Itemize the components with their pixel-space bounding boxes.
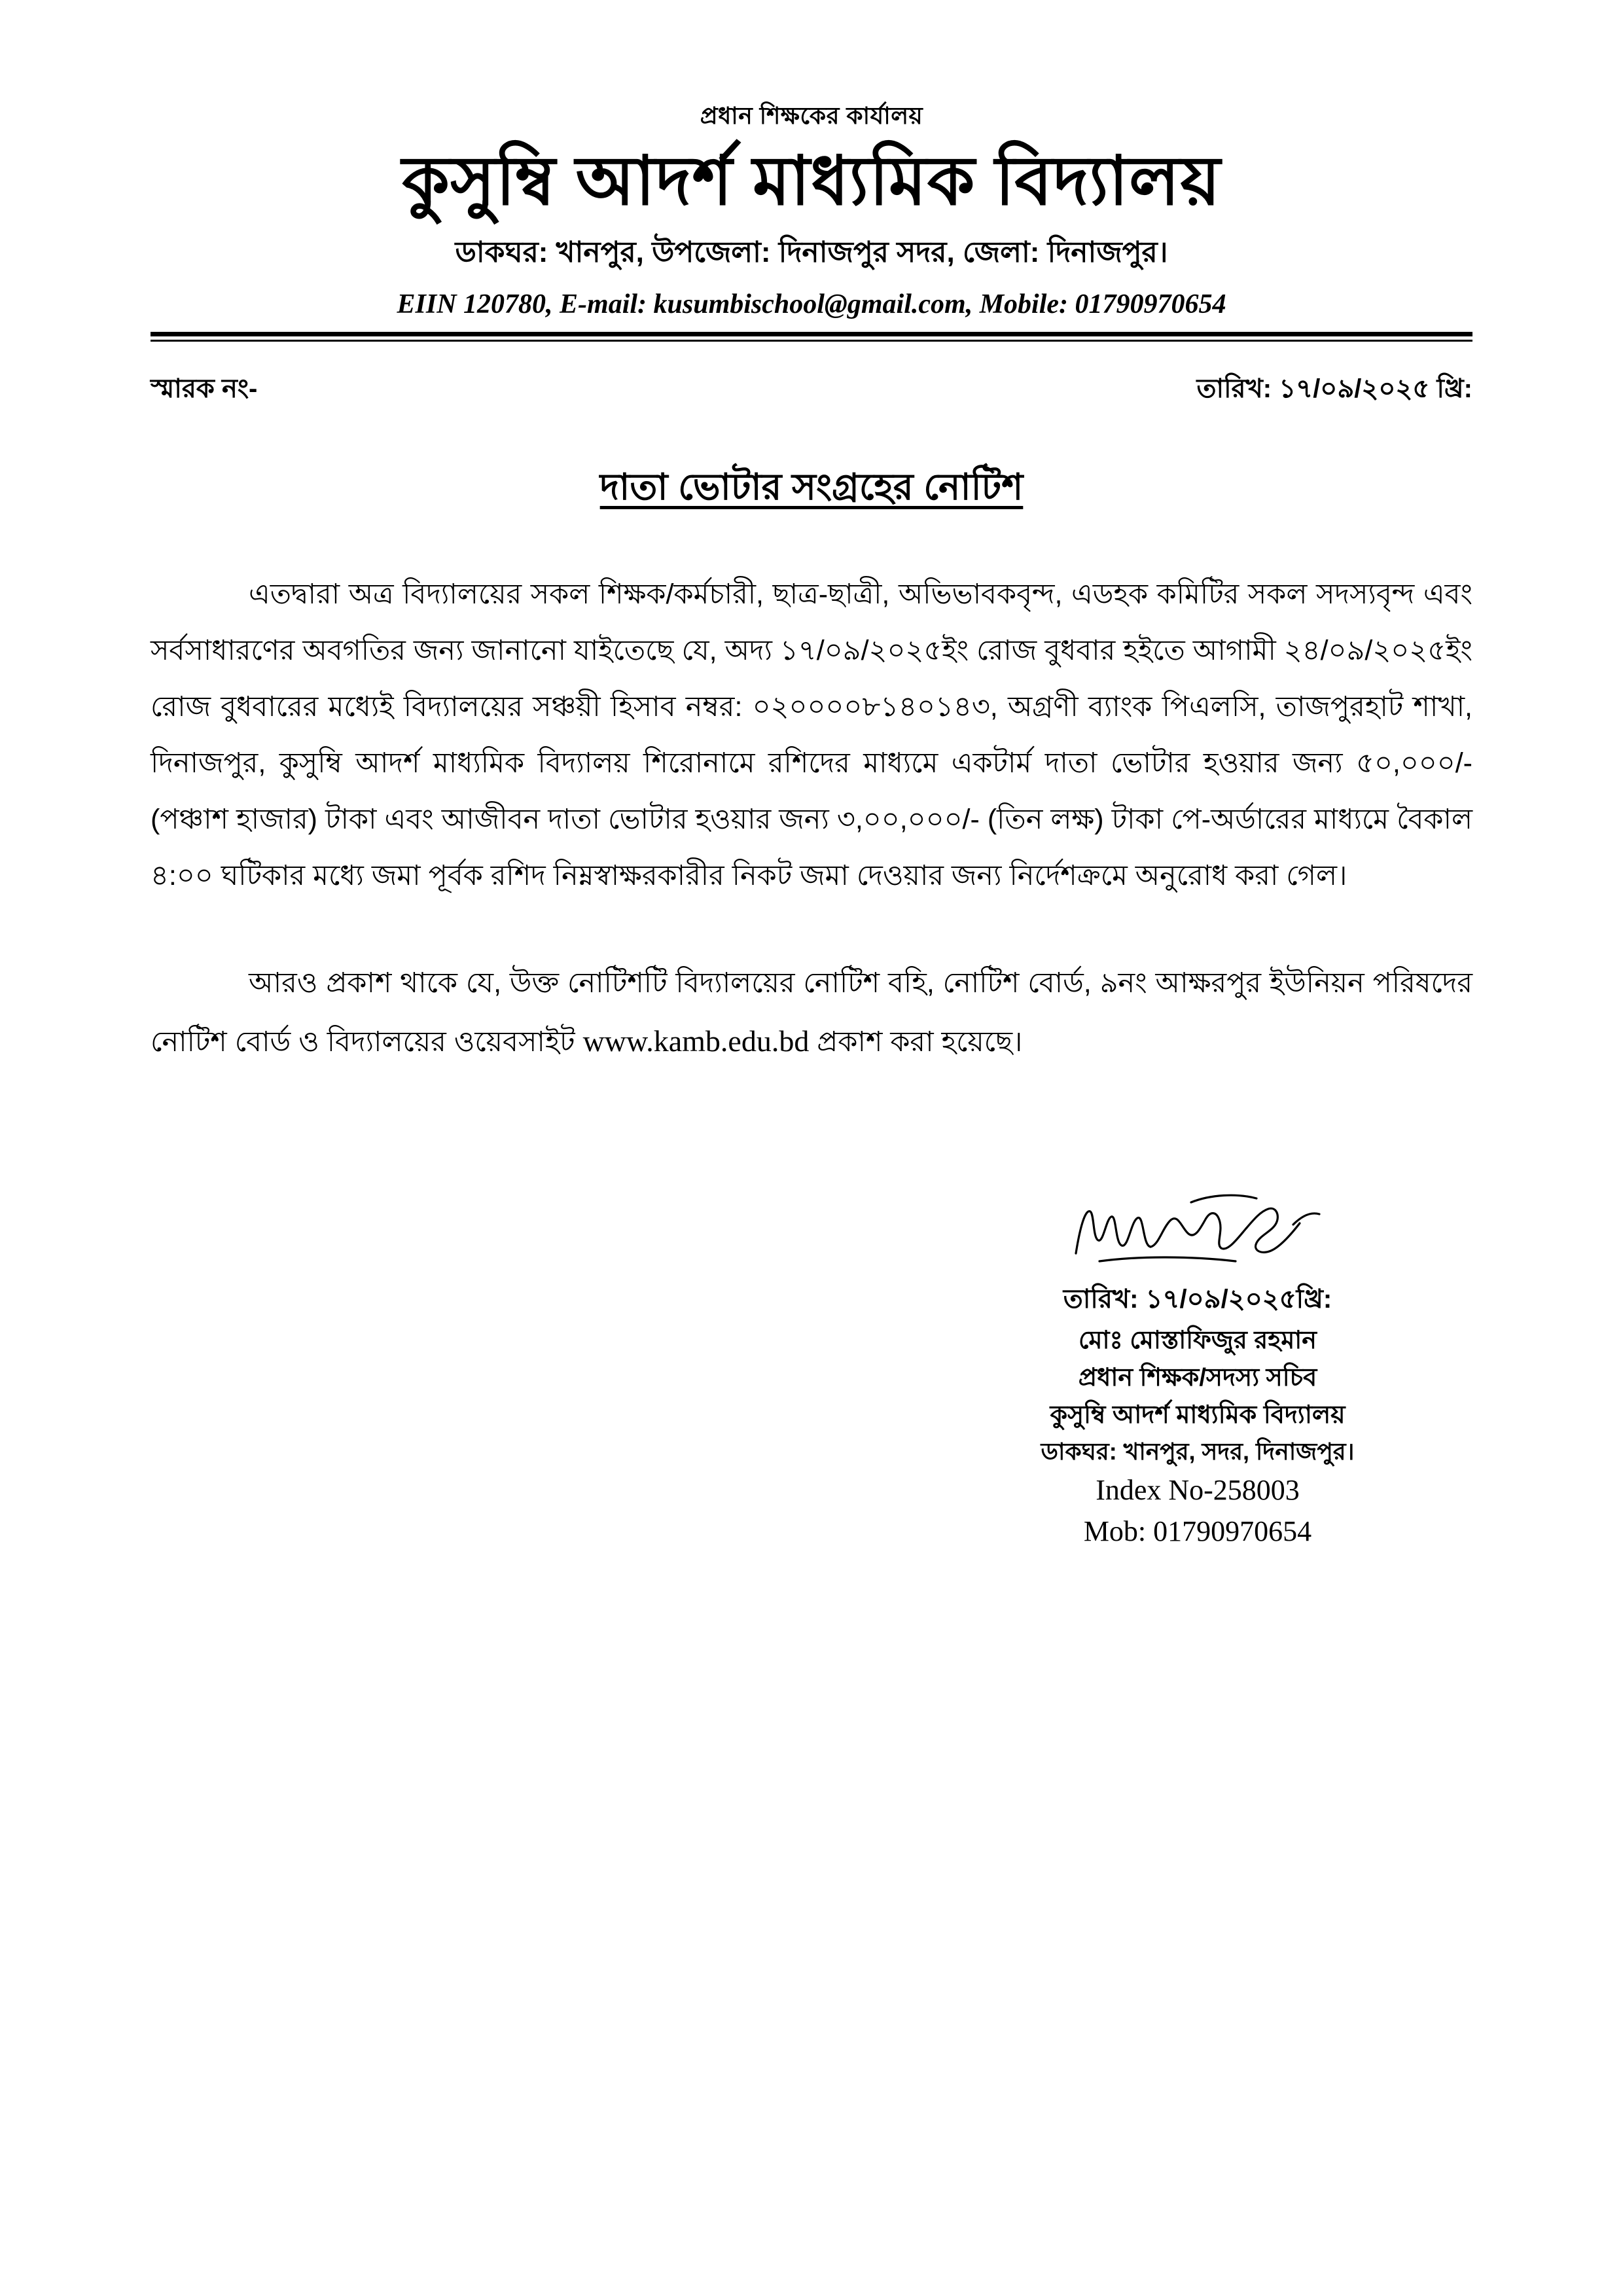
signatory-address: ডাকঘর: খানপুর, সদর, দিনাজপুর। xyxy=(1041,1437,1355,1465)
memo-date-label: তারিখ: ১৭/০৯/২০২৫ খ্রি: xyxy=(1196,374,1472,403)
header-divider-thick xyxy=(151,332,1472,336)
handwritten-signature-icon xyxy=(949,1183,1446,1274)
signature-date: তারিখ: ১৭/০৯/২০২৫খ্রি: xyxy=(1063,1284,1332,1314)
signature-block xyxy=(949,1183,1446,1553)
signatory-index-no: Index No-258003 xyxy=(1096,1473,1300,1506)
notice-paragraph-2-text-before: আরও প্রকাশ থাকে যে, উক্ত নোটিশটি বিদ্যালয়ের নোটিশ বহি, নোটিশ বোর্ড, ৯নং আক্ষরপুর ইউনিয়ন পরিষদের নোটিশ বোর্ড ও বিদ্যালয়ের ওয়েবসাইট xyxy=(151,967,1472,1058)
notice-paragraph-1: এতদ্বারা অত্র বিদ্যালয়ের সকল শিক্ষক/কর্মচারী, ছাত্র-ছাত্রী, অভিভাবকবৃন্দ, এডহক কমিটির সকল সদস্যবৃন্দ এবং সর্বসাধারণের অবগতির জন্য জানানো যাইতেছে যে, অদ্য ১৭/০৯/২০২৫ইং রোজ বুধবার হইতে আগামী ২৪/০৯/২০২৫ইং রোজ বুধবারের মধ্যেই বিদ্যালয়ের সঞ্চয়ী হিসাব নম্বর: ০২০০০০৮১৪০১৪৩, অগ্রণী ব্যাংক পিএলসি, তাজপুরহাট শাখা, দিনাজপুর, কুসুম্বি আদর্শ মাধ্যমিক বিদ্যালয় শিরোনামে রশিদের মাধ্যমে একটার্ম দাতা ভোটার হওয়ার জন্য ৫০,০০০/- (পঞ্চাশ হাজার) টাকা এবং আজীবন দাতা ভোটার হওয়ার জন্য ৩,০০,০০০/- (তিন লক্ষ) টাকা পে-অর্ডারের মাধ্যমে বৈকাল ৪:০০ ঘটিকার মধ্যে জমা পূর্বক রশিদ নিম্নস্বাক্ষরকারীর নিকট জমা দেওয়ার জন্য নির্দেশক্রমে অনুরোধ করা গেল। xyxy=(151,578,1472,891)
signatory-mobile: Mob: 01790970654 xyxy=(1083,1515,1312,1548)
school-address: ডাকঘর: খানপুর, উপজেলা: দিনাজপুর সদর, জেলা: দিনাজপুর। xyxy=(455,236,1168,268)
signatory-designation: প্রধান শিক্ষক/সদস্য সচিব xyxy=(1078,1363,1317,1391)
memo-row xyxy=(151,368,1472,412)
office-line: প্রধান শিক্ষকের কার্যালয় xyxy=(700,102,923,129)
school-name: কুসুম্বি আদর্শ মাধ্যমিক বিদ্যালয় xyxy=(402,143,1221,219)
notice-title: দাতা ভোটার সংগ্রহের নোটিশ xyxy=(599,465,1024,507)
school-website-link[interactable]: www.kamb.edu.bd xyxy=(582,1024,810,1058)
memo-number-label: স্মারক নং- xyxy=(151,374,258,403)
notice-paragraph-2-text-after: প্রকাশ করা হয়েছে। xyxy=(809,1026,1023,1058)
signatory-name: মোঃ মোস্তাফিজুর রহমান xyxy=(1078,1326,1317,1354)
notice-paragraph-2 xyxy=(151,955,1472,1071)
letterhead xyxy=(151,98,1472,320)
school-contact: EIIN 120780, E-mail: kusumbischool@gmail.com, Mobile: 01790970654 xyxy=(397,289,1226,319)
header-divider-thin xyxy=(151,340,1472,342)
signatory-institution: কুসুম্বি আদর্শ মাধ্যমিক বিদ্যালয় xyxy=(1050,1401,1346,1429)
